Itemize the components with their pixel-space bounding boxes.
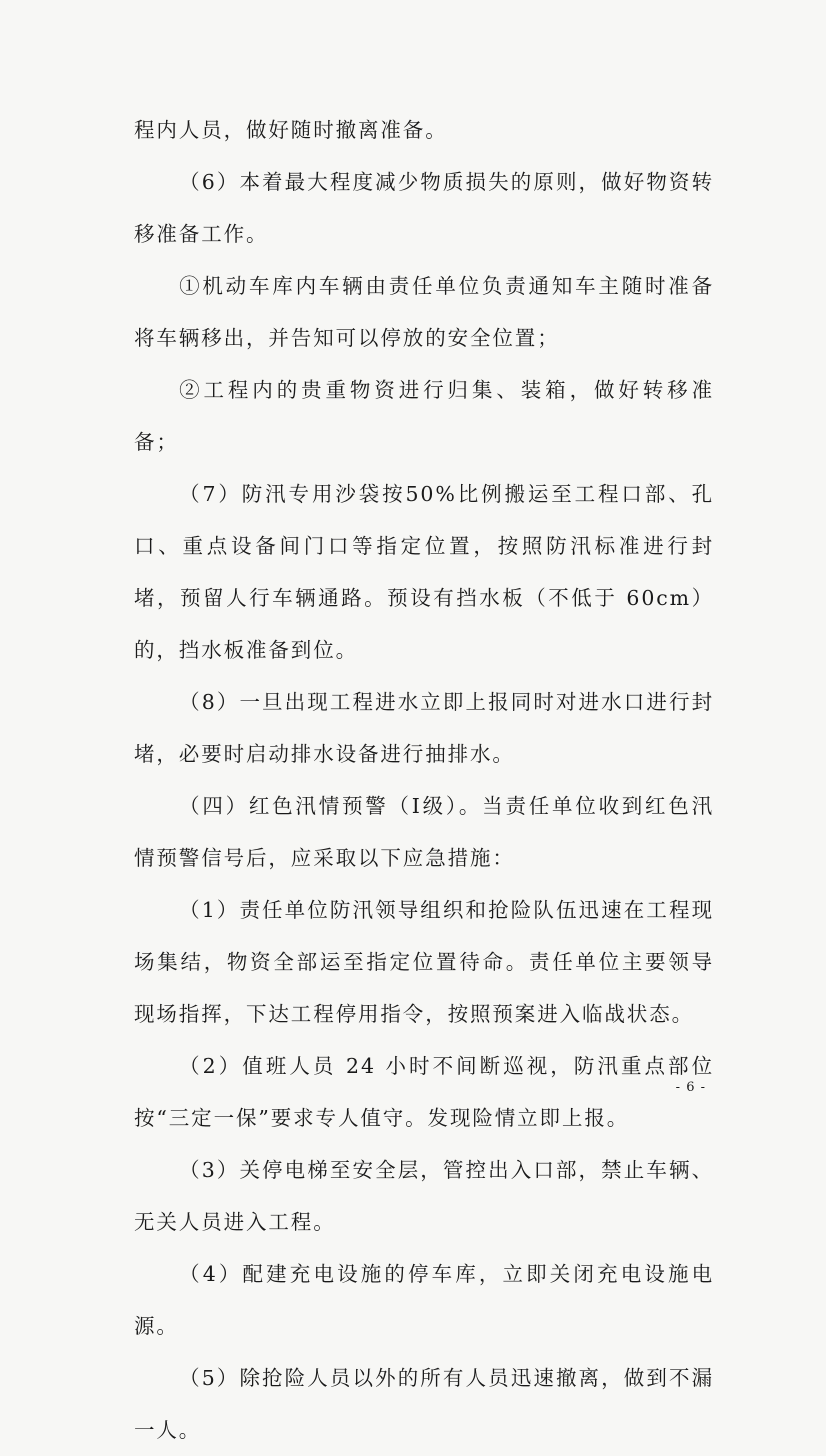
body-text: [134, 104, 714, 1456]
paragraph-11: （4）配建充电设施的停车库，立即关闭充电设施电源。: [134, 1262, 714, 1338]
paragraph-9: （2）值班人员 24 小时不间断巡视，防汛重点部位按“三定一保”要求专人值守。发现险情立即上报。: [134, 1054, 714, 1130]
paragraph-4: ②工程内的贵重物资进行归集、装箱，做好转移准备；: [134, 378, 714, 454]
paragraph-10: （3）关停电梯至安全层，管控出入口部，禁止车辆、无关人员进入工程。: [134, 1158, 714, 1234]
paragraph-1: 程内人员，做好随时撤离准备。: [134, 118, 448, 142]
paragraph-12: （5）除抢险人员以外的所有人员迅速撤离，做到不漏一人。: [134, 1366, 714, 1442]
paragraph-6: （8）一旦出现工程进水立即上报同时对进水口进行封堵，必要时启动排水设备进行抽排水。: [134, 690, 714, 766]
paragraph-5: （7）防汛专用沙袋按50%比例搬运至工程口部、孔口、重点设备间门口等指定位置，按照防汛标准进行封堵，预留人行车辆通路。预设有挡水板（不低于 60cm）的，挡水板准备到位。: [134, 482, 714, 662]
paragraph-8: （1）责任单位防汛领导组织和抢险队伍迅速在工程现场集结，物资全部运至指定位置待命。责任单位主要领导现场指挥，下达工程停用指令，按照预案进入临战状态。: [134, 898, 714, 1026]
paragraph-3: ①机动车库内车辆由责任单位负责通知车主随时准备将车辆移出，并告知可以停放的安全位置；: [134, 274, 714, 350]
paragraph-7: （四）红色汛情预警（Ⅰ级）。当责任单位收到红色汛情预警信号后，应采取以下应急措施：: [134, 794, 714, 870]
page-number: - 6 -: [675, 1080, 706, 1095]
paragraph-2: （6）本着最大程度减少物质损失的原则，做好物资转移准备工作。: [134, 170, 714, 246]
